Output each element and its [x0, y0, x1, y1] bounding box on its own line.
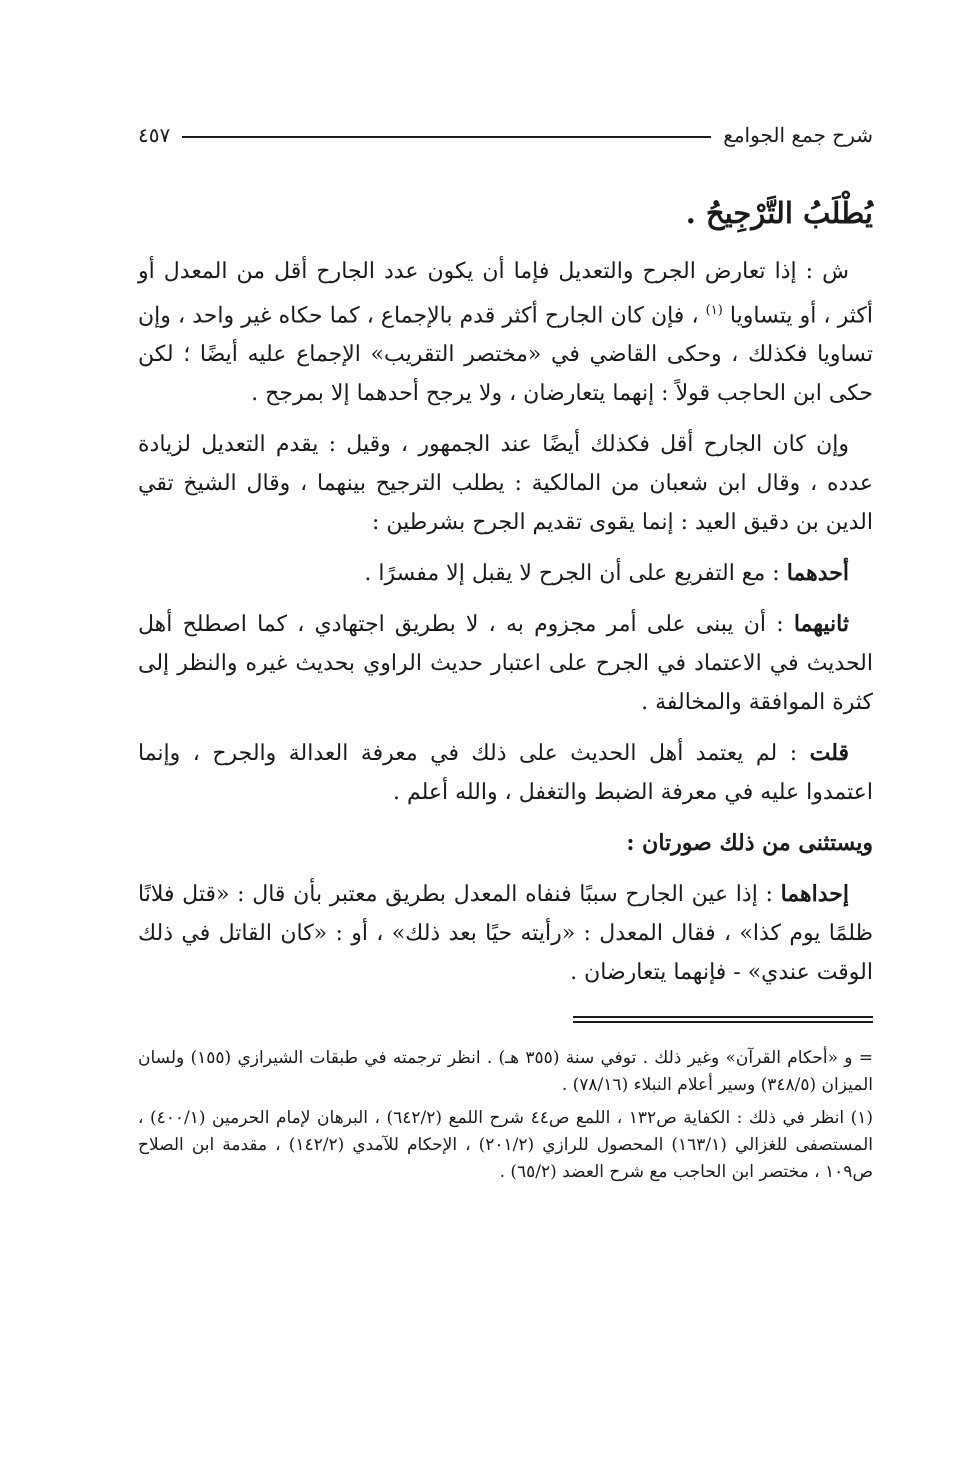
paragraph-5-lead: قلت — [809, 740, 849, 767]
footnotes — [138, 1045, 873, 1186]
paragraph-4-text: : أن يبنى على أمر مجزوم به ، لا بطريق اجتهادي ، كما اصطلح أهل الحديث في الاعتماد في الجرح على اعتبار حديث الراوي بحديث غيره والنظر إلى كثرة الموافقة والمخالفة . — [138, 612, 873, 716]
paragraph-5 — [138, 734, 873, 812]
paragraph-3-lead: أحدهما — [786, 560, 849, 587]
header-rule — [182, 136, 711, 138]
footnote-continued: = و «أحكام القرآن» وغير ذلك . توفي سنة (٣٥٥ هـ) . انظر ترجمته في طبقات الشيرازي (١٥٥) ولسان الميزان (٣٤٨/٥) وسير أعلام النبلاء (٧٨/١٦) . — [138, 1048, 873, 1096]
running-title: شرح جمع الجوامع — [723, 123, 873, 147]
paragraph-5-text: : لم يعتمد أهل الحديث على ذلك في معرفة العدالة والجرح ، وإنما اعتمدوا عليه في معرفة الضبط والتغفل ، والله أعلم . — [138, 741, 873, 806]
paragraph-1 — [138, 252, 873, 413]
page-number: ٤٥٧ — [138, 123, 171, 147]
paragraph-1-text-b: ، فإن كان الجارح أكثر قدم بالإجماع ، كما حكاه غير واحد ، وإن تساويا فكذلك ، وحكى القاضي في «مختصر التقريب» الإجماع عليه أيضًا ؛ لكن حكى ابن الحاجب قولاً : إنهما يتعارضان ، ولا يرجح أحدهما إلا بمرجح . — [138, 303, 873, 407]
paragraph-2: وإن كان الجارح أقل فكذلك أيضًا عند الجمهور ، وقيل : يقدم التعديل لزيادة عدده ، وقال ابن شعبان من المالكية : يطلب الترجيح بينهما ، وقال الشيخ تقي الدين بن دقيق العيد : إنما يقوى تقديم الجرح بشرطين : — [138, 432, 873, 536]
paragraph-4-lead: ثانيهما — [793, 611, 849, 638]
running-header — [138, 118, 873, 152]
paragraph-4 — [138, 605, 873, 722]
paragraph-7-text: : إذا عين الجارح سببًا فنفاه المعدل بطريق معتبر بأن قال : «قتل فلانًا ظلمًا يوم كذا» ، فقال المعدل : «رأيته حيًا بعد ذلك» ، أو : «كان القاتل في ذلك الوقت عندي» - فإنهما يتعارضان . — [138, 882, 873, 986]
main-text — [138, 252, 873, 992]
paragraph-1-lead: ش : — [796, 259, 849, 284]
footnote-separator — [573, 1016, 873, 1023]
footnote-ref-1[interactable]: (١) — [705, 303, 723, 318]
footnote-1: (١) انظر في ذلك : الكفاية ص١٣٢ ، اللمع ص٤٤ شرح اللمع (٦٤٢/٢) ، البرهان لإمام الحرمين (٤٠٠/١) ، المستصفى للغزالي (١٦٣/١) المحصول للرازي (٢٠١/٢) ، الإحكام للآمدي (١٤٢/٢) ، مقدمة ابن الصلاح ص١٠٩ ، مختصر ابن الحاجب مع شرح العضد (٦٥/٢) . — [138, 1108, 873, 1183]
book-page — [138, 118, 873, 1192]
paragraph-3-text: : مع التفريع على أن الجرح لا يقبل إلا مفسرًا . — [364, 561, 787, 587]
paragraph-7-lead: إحداهما — [780, 881, 849, 908]
paragraph-7 — [138, 875, 873, 992]
section-heading: يُطْلَبُ التَّرْجِيحُ . — [685, 196, 873, 230]
paragraph-3 — [138, 554, 873, 593]
subheading-exceptions: ويستثنى من ذلك صورتان : — [626, 830, 873, 857]
paragraph-1-text-a: إذا تعارض الجرح والتعديل فإما أن يكون عدد الجارح أقل من المعدل أو أكثر ، أو يتساويا — [138, 259, 873, 329]
